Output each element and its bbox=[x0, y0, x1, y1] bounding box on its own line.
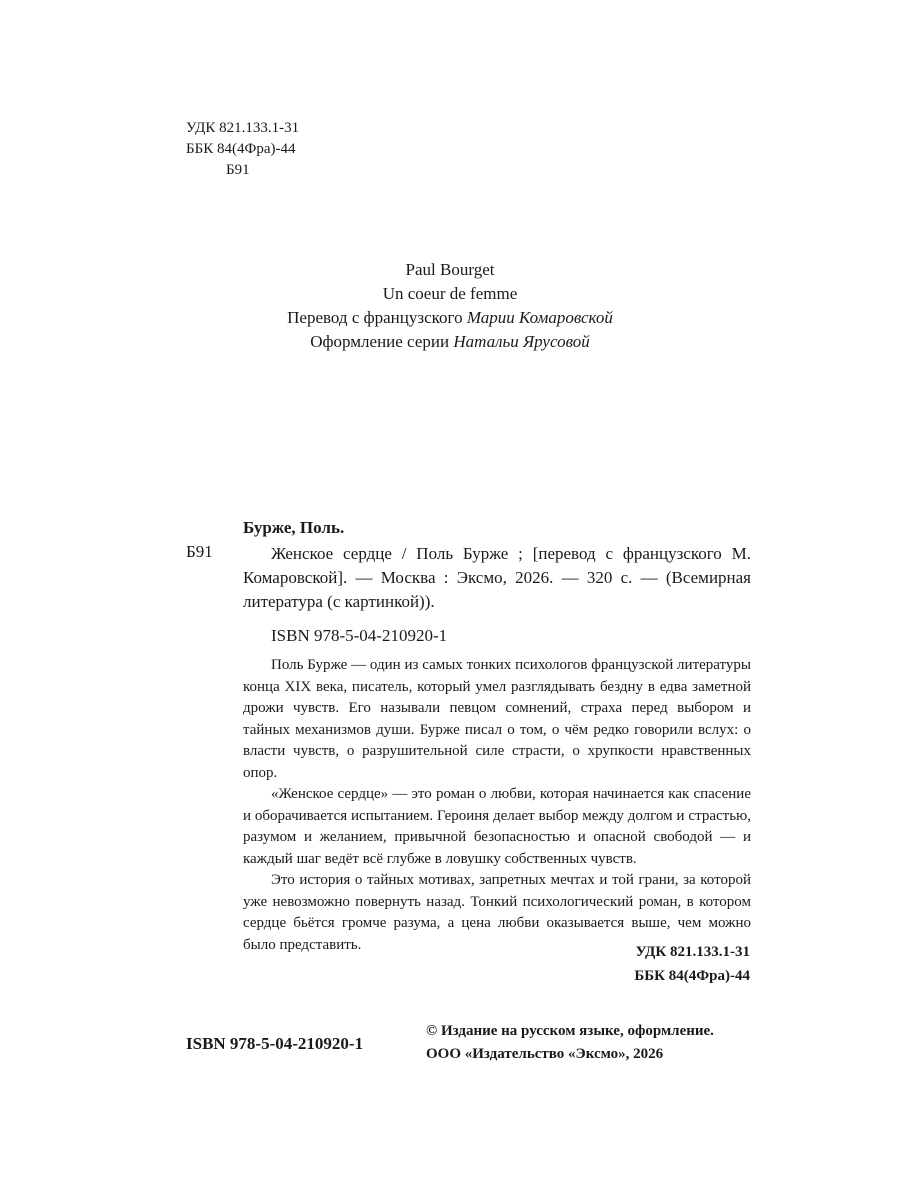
udk-top: УДК 821.133.1-31 bbox=[186, 120, 300, 136]
design-prefix: Оформление серии bbox=[310, 332, 450, 351]
design-credit bbox=[0, 330, 900, 354]
bbk-bottom: ББК 84(4Фра)-44 bbox=[634, 968, 750, 984]
original-title: Un coeur de femme bbox=[382, 284, 518, 303]
bbk-top: ББК 84(4Фра)-44 bbox=[186, 141, 296, 157]
copyright-notice bbox=[426, 1020, 714, 1066]
original-author: Paul Bourget bbox=[405, 260, 495, 279]
annotation bbox=[243, 655, 751, 956]
catalog-description bbox=[243, 542, 751, 614]
copyright-line-1: © Издание на русском языке, оформление. bbox=[426, 1023, 714, 1039]
translator-name: Марии Комаровской bbox=[466, 308, 613, 327]
catalog-author: Бурже, Поль. bbox=[243, 518, 345, 537]
annotation-paragraph: Это история о тайных мотивах, запретных мечтах и той грани, за которой уже невозможно повернуть назад. Тонкий психологический роман, в котором сердце бьётся громче разума, а цена любви оказывается выше, чем можно было представить. bbox=[243, 872, 751, 953]
credits-block bbox=[0, 258, 900, 354]
designer-name: Натальи Ярусовой bbox=[453, 332, 590, 351]
annotation-paragraph: «Женское сердце» — это роман о любви, которая начинается как спасение и оборачивается испытанием. Героиня делает выбор между долгом и страстью, разумом и желанием, привычной безопасностью и опасной свободой — и каждый шаг ведёт всё глубже в ловушку собственных чувств. bbox=[243, 786, 751, 867]
classification-codes bbox=[634, 940, 750, 988]
catalog-isbn: ISBN 978-5-04-210920-1 bbox=[271, 626, 448, 645]
translation-credit bbox=[0, 306, 900, 330]
translation-prefix: Перевод с французского bbox=[287, 308, 463, 327]
isbn-bottom: ISBN 978-5-04-210920-1 bbox=[186, 1034, 364, 1053]
catalog-code: Б91 bbox=[186, 542, 213, 561]
author-mark-top: Б91 bbox=[226, 162, 250, 178]
annotation-paragraph: Поль Бурже — один из самых тонких психологов французской литературы конца XIX века, писатель, который умел разглядывать бездну в едва заметной дрожи чувств. Его называли певцом сомнений, страха перед выбором и тайных механизмов души. Бурже писал о том, о чём редко говорили вслух: о власти чувств, о разрушительной силе страсти, о хрупкости нравственных опор. bbox=[243, 657, 751, 781]
copyright-line-2: ООО «Издательство «Эксмо», 2026 bbox=[426, 1046, 664, 1062]
udk-bottom: УДК 821.133.1-31 bbox=[635, 944, 750, 960]
catalog-description-text: Женское сердце / Поль Бурже ; [перевод с французского М. Комаровской]. — Москва : Эксмо, 2026. — 320 с. — (Всемирная литература (с картинкой)). bbox=[243, 544, 751, 611]
